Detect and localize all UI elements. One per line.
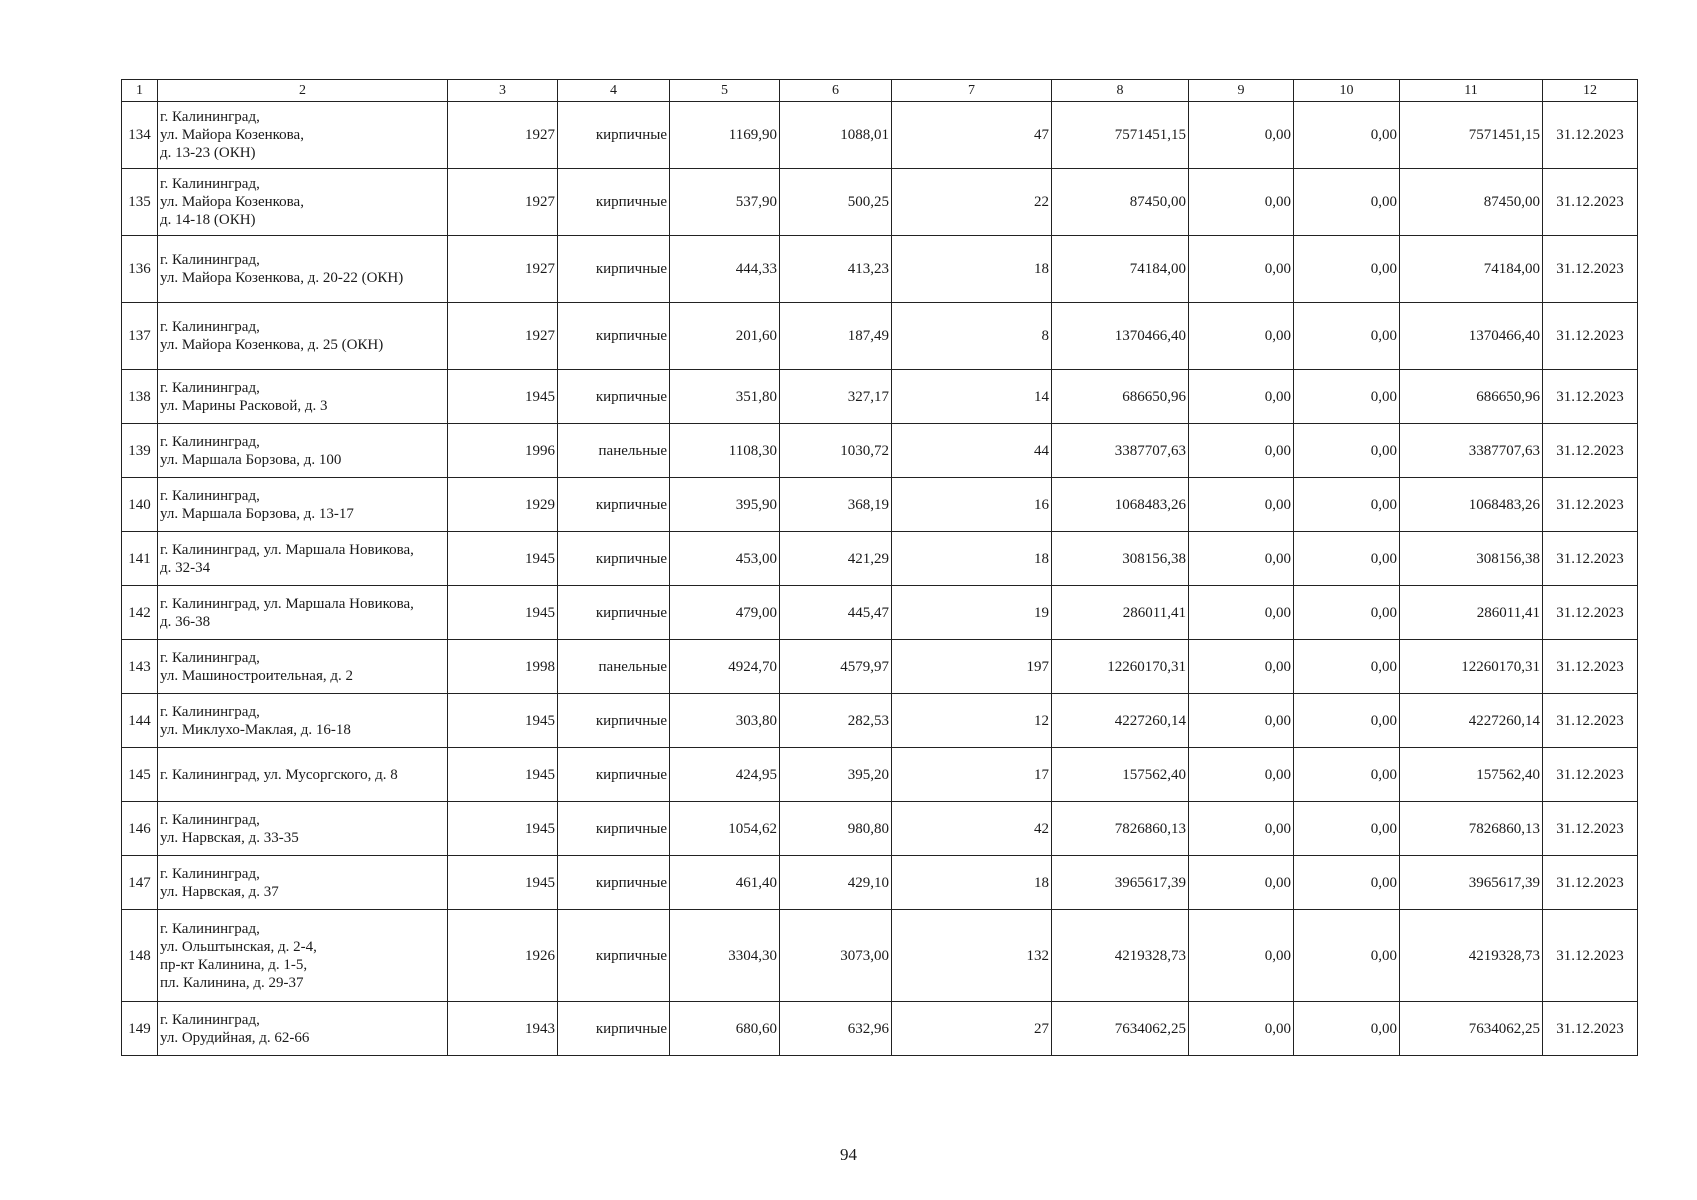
wall-material-cell: кирпичные [558,102,670,169]
wall-material-cell: кирпичные [558,1002,670,1056]
col10-cell: 0,00 [1294,910,1400,1002]
col9-cell: 0,00 [1189,1002,1294,1056]
row-number: 136 [122,236,158,303]
col8-cell: 1370466,40 [1052,303,1189,370]
col6-cell: 632,96 [780,1002,892,1056]
wall-material-cell: кирпичные [558,910,670,1002]
col11-cell: 4219328,73 [1400,910,1543,1002]
year-cell: 1927 [448,102,558,169]
col9-cell: 0,00 [1189,370,1294,424]
row-number: 140 [122,478,158,532]
col5-cell: 1108,30 [670,424,780,478]
col11-cell: 4227260,14 [1400,694,1543,748]
deadline-cell: 31.12.2023 [1543,303,1638,370]
col9-cell: 0,00 [1189,532,1294,586]
col8-cell: 74184,00 [1052,236,1189,303]
col9-cell: 0,00 [1189,303,1294,370]
col9-cell: 0,00 [1189,694,1294,748]
address-cell: г. Калининград, ул. Маршала Новикова, д. 36-38 [158,586,448,640]
wall-material-cell: кирпичные [558,478,670,532]
column-header: 5 [670,80,780,102]
column-header: 11 [1400,80,1543,102]
col11-cell: 7571451,15 [1400,102,1543,169]
col5-cell: 4924,70 [670,640,780,694]
address-cell: г. Калининград, ул. Маршала Борзова, д. 100 [158,424,448,478]
row-number: 141 [122,532,158,586]
address-cell: г. Калининград, ул. Мусоргского, д. 8 [158,748,448,802]
col7-cell: 197 [892,640,1052,694]
wall-material-cell: кирпичные [558,802,670,856]
column-header: 8 [1052,80,1189,102]
col10-cell: 0,00 [1294,802,1400,856]
year-cell: 1926 [448,910,558,1002]
year-cell: 1945 [448,532,558,586]
table-row [122,640,1638,694]
table-row [122,424,1638,478]
col6-cell: 445,47 [780,586,892,640]
deadline-cell: 31.12.2023 [1543,236,1638,303]
col8-cell: 87450,00 [1052,169,1189,236]
table-row [122,478,1638,532]
col7-cell: 47 [892,102,1052,169]
deadline-cell: 31.12.2023 [1543,169,1638,236]
deadline-cell: 31.12.2023 [1543,478,1638,532]
housing-register-table [121,79,1638,1056]
row-number: 145 [122,748,158,802]
deadline-cell: 31.12.2023 [1543,694,1638,748]
address-cell: г. Калининград, ул. Марины Расковой, д. 3 [158,370,448,424]
row-number: 139 [122,424,158,478]
row-number: 137 [122,303,158,370]
row-number: 143 [122,640,158,694]
col7-cell: 16 [892,478,1052,532]
table-row [122,1002,1638,1056]
address-cell: г. Калининград, ул. Ольштынская, д. 2-4, пр-кт Калинина, д. 1-5, пл. Калинина, д. 29-37 [158,910,448,1002]
wall-material-cell: кирпичные [558,586,670,640]
column-header: 6 [780,80,892,102]
column-number-header-row [122,80,1638,102]
table-row [122,303,1638,370]
table-row [122,748,1638,802]
deadline-cell: 31.12.2023 [1543,748,1638,802]
col8-cell: 308156,38 [1052,532,1189,586]
col5-cell: 537,90 [670,169,780,236]
col11-cell: 1068483,26 [1400,478,1543,532]
col6-cell: 413,23 [780,236,892,303]
col10-cell: 0,00 [1294,586,1400,640]
col6-cell: 421,29 [780,532,892,586]
col8-cell: 7634062,25 [1052,1002,1189,1056]
col11-cell: 12260170,31 [1400,640,1543,694]
row-number: 138 [122,370,158,424]
row-number: 147 [122,856,158,910]
year-cell: 1945 [448,748,558,802]
table-row [122,694,1638,748]
col9-cell: 0,00 [1189,856,1294,910]
year-cell: 1927 [448,169,558,236]
year-cell: 1945 [448,370,558,424]
col11-cell: 1370466,40 [1400,303,1543,370]
col5-cell: 1054,62 [670,802,780,856]
col7-cell: 18 [892,532,1052,586]
col11-cell: 87450,00 [1400,169,1543,236]
table-row [122,236,1638,303]
col6-cell: 368,19 [780,478,892,532]
col5-cell: 444,33 [670,236,780,303]
column-header: 3 [448,80,558,102]
col6-cell: 4579,97 [780,640,892,694]
address-cell: г. Калининград, ул. Майора Козенкова, д. 20-22 (ОКН) [158,236,448,303]
col9-cell: 0,00 [1189,236,1294,303]
col10-cell: 0,00 [1294,424,1400,478]
col5-cell: 201,60 [670,303,780,370]
address-cell: г. Калининград, ул. Маршала Новикова, д. 32-34 [158,532,448,586]
col10-cell: 0,00 [1294,303,1400,370]
address-cell: г. Калининград, ул. Маршала Борзова, д. 13-17 [158,478,448,532]
deadline-cell: 31.12.2023 [1543,856,1638,910]
table-row [122,802,1638,856]
deadline-cell: 31.12.2023 [1543,910,1638,1002]
col9-cell: 0,00 [1189,169,1294,236]
table-row [122,856,1638,910]
wall-material-cell: кирпичные [558,694,670,748]
address-cell: г. Калининград, ул. Миклухо-Маклая, д. 16-18 [158,694,448,748]
col6-cell: 1088,01 [780,102,892,169]
col7-cell: 17 [892,748,1052,802]
col7-cell: 22 [892,169,1052,236]
col7-cell: 27 [892,1002,1052,1056]
year-cell: 1929 [448,478,558,532]
col11-cell: 74184,00 [1400,236,1543,303]
col8-cell: 12260170,31 [1052,640,1189,694]
col11-cell: 7634062,25 [1400,1002,1543,1056]
row-number: 146 [122,802,158,856]
col8-cell: 7571451,15 [1052,102,1189,169]
col11-cell: 286011,41 [1400,586,1543,640]
col10-cell: 0,00 [1294,478,1400,532]
col10-cell: 0,00 [1294,856,1400,910]
year-cell: 1996 [448,424,558,478]
wall-material-cell: кирпичные [558,236,670,303]
col5-cell: 461,40 [670,856,780,910]
address-cell: г. Калининград, ул. Майора Козенкова, д. 14-18 (ОКН) [158,169,448,236]
col5-cell: 424,95 [670,748,780,802]
col5-cell: 3304,30 [670,910,780,1002]
col8-cell: 1068483,26 [1052,478,1189,532]
col10-cell: 0,00 [1294,640,1400,694]
col5-cell: 351,80 [670,370,780,424]
col10-cell: 0,00 [1294,370,1400,424]
year-cell: 1927 [448,303,558,370]
year-cell: 1927 [448,236,558,303]
year-cell: 1945 [448,694,558,748]
col9-cell: 0,00 [1189,748,1294,802]
row-number: 149 [122,1002,158,1056]
deadline-cell: 31.12.2023 [1543,1002,1638,1056]
year-cell: 1943 [448,1002,558,1056]
col9-cell: 0,00 [1189,424,1294,478]
col11-cell: 3387707,63 [1400,424,1543,478]
deadline-cell: 31.12.2023 [1543,640,1638,694]
col7-cell: 12 [892,694,1052,748]
year-cell: 1945 [448,802,558,856]
col6-cell: 395,20 [780,748,892,802]
year-cell: 1945 [448,586,558,640]
col10-cell: 0,00 [1294,748,1400,802]
col10-cell: 0,00 [1294,169,1400,236]
col7-cell: 18 [892,856,1052,910]
table-row [122,586,1638,640]
col9-cell: 0,00 [1189,640,1294,694]
deadline-cell: 31.12.2023 [1543,102,1638,169]
year-cell: 1945 [448,856,558,910]
col8-cell: 286011,41 [1052,586,1189,640]
address-cell: г. Калининград, ул. Майора Козенкова, д. 13-23 (ОКН) [158,102,448,169]
col5-cell: 395,90 [670,478,780,532]
col8-cell: 3965617,39 [1052,856,1189,910]
col11-cell: 308156,38 [1400,532,1543,586]
col9-cell: 0,00 [1189,910,1294,1002]
deadline-cell: 31.12.2023 [1543,370,1638,424]
col8-cell: 686650,96 [1052,370,1189,424]
col7-cell: 14 [892,370,1052,424]
column-header: 7 [892,80,1052,102]
wall-material-cell: кирпичные [558,532,670,586]
wall-material-cell: кирпичные [558,303,670,370]
wall-material-cell: панельные [558,640,670,694]
row-number: 148 [122,910,158,1002]
table-row [122,910,1638,1002]
row-number: 144 [122,694,158,748]
col5-cell: 453,00 [670,532,780,586]
col11-cell: 686650,96 [1400,370,1543,424]
col7-cell: 18 [892,236,1052,303]
col7-cell: 44 [892,424,1052,478]
col6-cell: 327,17 [780,370,892,424]
col10-cell: 0,00 [1294,102,1400,169]
col5-cell: 680,60 [670,1002,780,1056]
col10-cell: 0,00 [1294,532,1400,586]
page-number: 94 [840,1145,857,1164]
col8-cell: 4219328,73 [1052,910,1189,1002]
column-header: 4 [558,80,670,102]
col6-cell: 500,25 [780,169,892,236]
col6-cell: 282,53 [780,694,892,748]
col11-cell: 157562,40 [1400,748,1543,802]
col11-cell: 7826860,13 [1400,802,1543,856]
column-header: 10 [1294,80,1400,102]
table-body [122,80,1638,1056]
table-row [122,169,1638,236]
col7-cell: 19 [892,586,1052,640]
col8-cell: 4227260,14 [1052,694,1189,748]
address-cell: г. Калининград, ул. Нарвская, д. 37 [158,856,448,910]
col7-cell: 42 [892,802,1052,856]
row-number: 135 [122,169,158,236]
col10-cell: 0,00 [1294,694,1400,748]
col5-cell: 303,80 [670,694,780,748]
deadline-cell: 31.12.2023 [1543,532,1638,586]
wall-material-cell: панельные [558,424,670,478]
col6-cell: 1030,72 [780,424,892,478]
table-row [122,370,1638,424]
address-cell: г. Калининград, ул. Машиностроительная, д. 2 [158,640,448,694]
col6-cell: 3073,00 [780,910,892,1002]
col9-cell: 0,00 [1189,102,1294,169]
col7-cell: 8 [892,303,1052,370]
col5-cell: 1169,90 [670,102,780,169]
wall-material-cell: кирпичные [558,856,670,910]
col10-cell: 0,00 [1294,236,1400,303]
address-cell: г. Калининград, ул. Нарвская, д. 33-35 [158,802,448,856]
col11-cell: 3965617,39 [1400,856,1543,910]
deadline-cell: 31.12.2023 [1543,802,1638,856]
col10-cell: 0,00 [1294,1002,1400,1056]
address-cell: г. Калининград, ул. Орудийная, д. 62-66 [158,1002,448,1056]
column-header: 12 [1543,80,1638,102]
column-header: 2 [158,80,448,102]
col6-cell: 980,80 [780,802,892,856]
col8-cell: 157562,40 [1052,748,1189,802]
col9-cell: 0,00 [1189,802,1294,856]
table-row [122,532,1638,586]
column-header: 9 [1189,80,1294,102]
column-header: 1 [122,80,158,102]
row-number: 134 [122,102,158,169]
year-cell: 1998 [448,640,558,694]
col7-cell: 132 [892,910,1052,1002]
wall-material-cell: кирпичные [558,748,670,802]
row-number: 142 [122,586,158,640]
col5-cell: 479,00 [670,586,780,640]
col8-cell: 3387707,63 [1052,424,1189,478]
col9-cell: 0,00 [1189,478,1294,532]
col9-cell: 0,00 [1189,586,1294,640]
col6-cell: 429,10 [780,856,892,910]
table-row [122,102,1638,169]
wall-material-cell: кирпичные [558,370,670,424]
col6-cell: 187,49 [780,303,892,370]
wall-material-cell: кирпичные [558,169,670,236]
deadline-cell: 31.12.2023 [1543,586,1638,640]
address-cell: г. Калининград, ул. Майора Козенкова, д. 25 (ОКН) [158,303,448,370]
deadline-cell: 31.12.2023 [1543,424,1638,478]
col8-cell: 7826860,13 [1052,802,1189,856]
